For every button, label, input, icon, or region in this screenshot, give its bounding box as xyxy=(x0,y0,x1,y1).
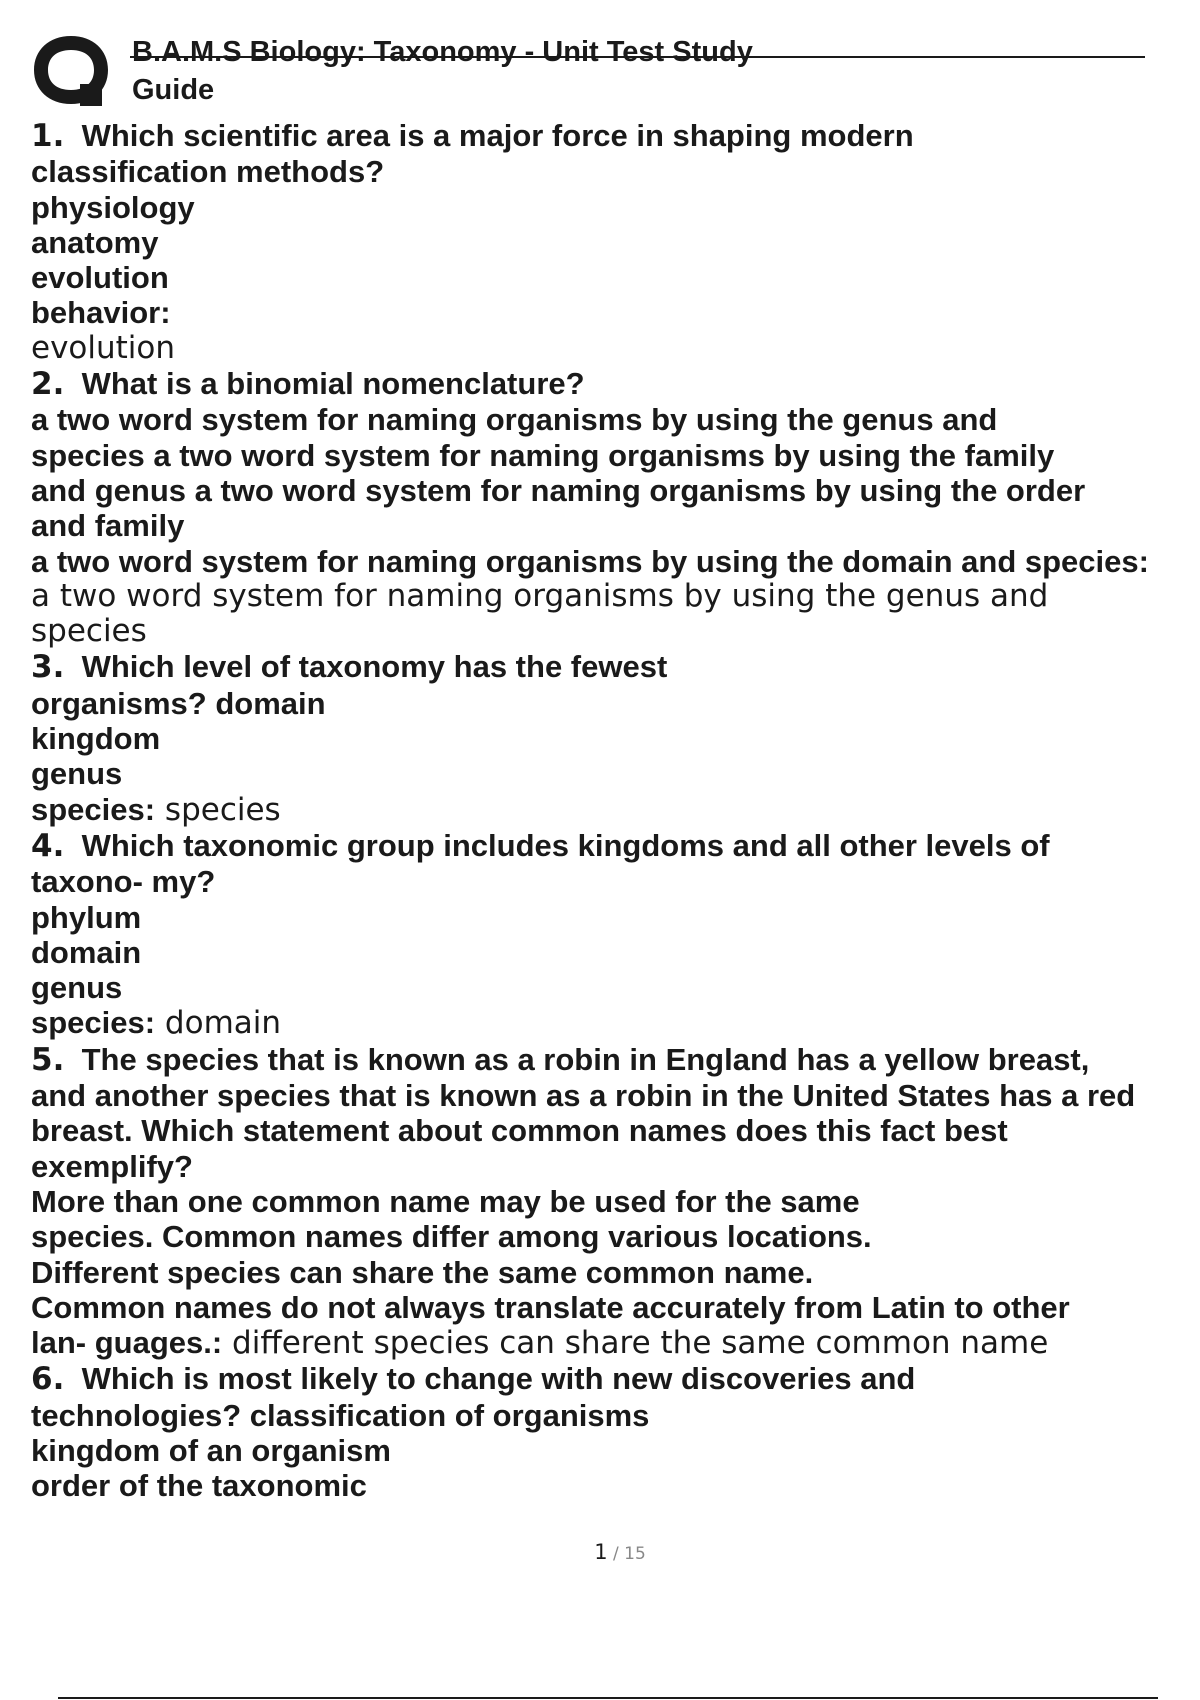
answer: a two word system for naming organisms by using the genus and xyxy=(31,577,1049,614)
question-number: 2. xyxy=(31,366,65,403)
total-pages: 15 xyxy=(624,1544,646,1564)
question-list xyxy=(31,118,1200,1504)
option: species a two word system for naming organisms by using the family xyxy=(31,437,1055,473)
answer: evolution xyxy=(31,329,176,366)
option: and genus a two word system for naming organisms by using the order xyxy=(31,472,1086,508)
question-text: classification methods? xyxy=(31,154,385,190)
current-page: 1 xyxy=(594,1540,608,1564)
footer-rule xyxy=(58,1697,1158,1699)
option: domain xyxy=(31,934,142,970)
option: Different species can share the same common name. xyxy=(31,1254,814,1290)
question-number: 6. xyxy=(31,1361,65,1398)
question-line xyxy=(31,1042,1200,1078)
question-text: taxono- my? xyxy=(31,864,216,900)
question-number: 5. xyxy=(31,1041,65,1078)
answer-line xyxy=(31,1325,1200,1361)
option: behavior: xyxy=(31,295,171,331)
option: a two word system for naming organisms by using the genus and xyxy=(31,402,998,438)
answer-line xyxy=(31,792,1200,828)
option: Common names do not always translate accurately from Latin to other xyxy=(31,1289,1070,1325)
option: genus xyxy=(31,970,123,1006)
title-line-1: B.A.M.S Biology: Taxonomy - Unit Test Study xyxy=(132,36,753,68)
question-text: Which taxonomic group includes kingdoms and all other levels of xyxy=(81,827,1050,863)
question-number: 1. xyxy=(31,118,65,154)
question-number: 3. xyxy=(31,649,65,686)
option: anatomy xyxy=(31,224,159,260)
option: evolution xyxy=(31,260,169,296)
option: More than one common name may be used for the same xyxy=(31,1183,860,1219)
question-1 xyxy=(31,118,1200,366)
question-text: The species that is known as a robin in England has a yellow breast, xyxy=(81,1041,1090,1077)
option: species. Common names differ among various locations. xyxy=(31,1219,872,1255)
question-text: technologies? classification of organisms xyxy=(31,1397,650,1433)
page-indicator xyxy=(0,1540,1200,1564)
question-text: and another species that is known as a robin in the United States has a red xyxy=(31,1078,1136,1114)
question-text: breast. Which statement about common names does this fact best xyxy=(31,1113,1008,1149)
answer: species xyxy=(31,613,147,650)
option: and family xyxy=(31,508,185,544)
question-6 xyxy=(31,1361,1200,1503)
question-text: organisms? domain xyxy=(31,685,326,721)
option: kingdom of an organism xyxy=(31,1432,391,1468)
answer: species xyxy=(155,791,281,828)
option: genus xyxy=(31,756,123,792)
question-line xyxy=(31,366,1200,402)
question-line xyxy=(31,118,1200,154)
page-separator: / xyxy=(607,1544,625,1564)
option: order of the taxonomic xyxy=(31,1468,367,1504)
option: species: xyxy=(31,791,156,827)
q-logo-icon xyxy=(30,32,112,110)
document-title xyxy=(132,33,892,109)
question-text: Which level of taxonomy has the fewest xyxy=(81,649,668,685)
question-5 xyxy=(31,1042,1200,1362)
option: phylum xyxy=(31,899,142,935)
question-4 xyxy=(31,828,1200,1042)
option: a two word system for naming organisms by using the domain and species: xyxy=(31,543,1149,579)
option: kingdom xyxy=(31,721,161,757)
question-line xyxy=(31,828,1200,864)
title-line-2: Guide xyxy=(132,74,215,106)
question-line xyxy=(31,649,1200,685)
question-text: exemplify? xyxy=(31,1148,193,1184)
option: physiology xyxy=(31,189,195,225)
option: lan- guages.: xyxy=(31,1325,223,1361)
question-2 xyxy=(31,366,1200,649)
answer: domain xyxy=(155,1005,282,1042)
question-number: 4. xyxy=(31,827,65,864)
answer: different species can share the same common name xyxy=(222,1325,1049,1362)
question-line xyxy=(31,1361,1200,1397)
question-3 xyxy=(31,649,1200,827)
option: species: xyxy=(31,1005,156,1041)
question-text: Which scientific area is a major force in shaping modern xyxy=(81,118,914,153)
question-text: What is a binomial nomenclature? xyxy=(81,366,585,402)
question-text: Which is most likely to change with new discoveries and xyxy=(81,1361,916,1397)
answer-line xyxy=(31,1005,1200,1041)
